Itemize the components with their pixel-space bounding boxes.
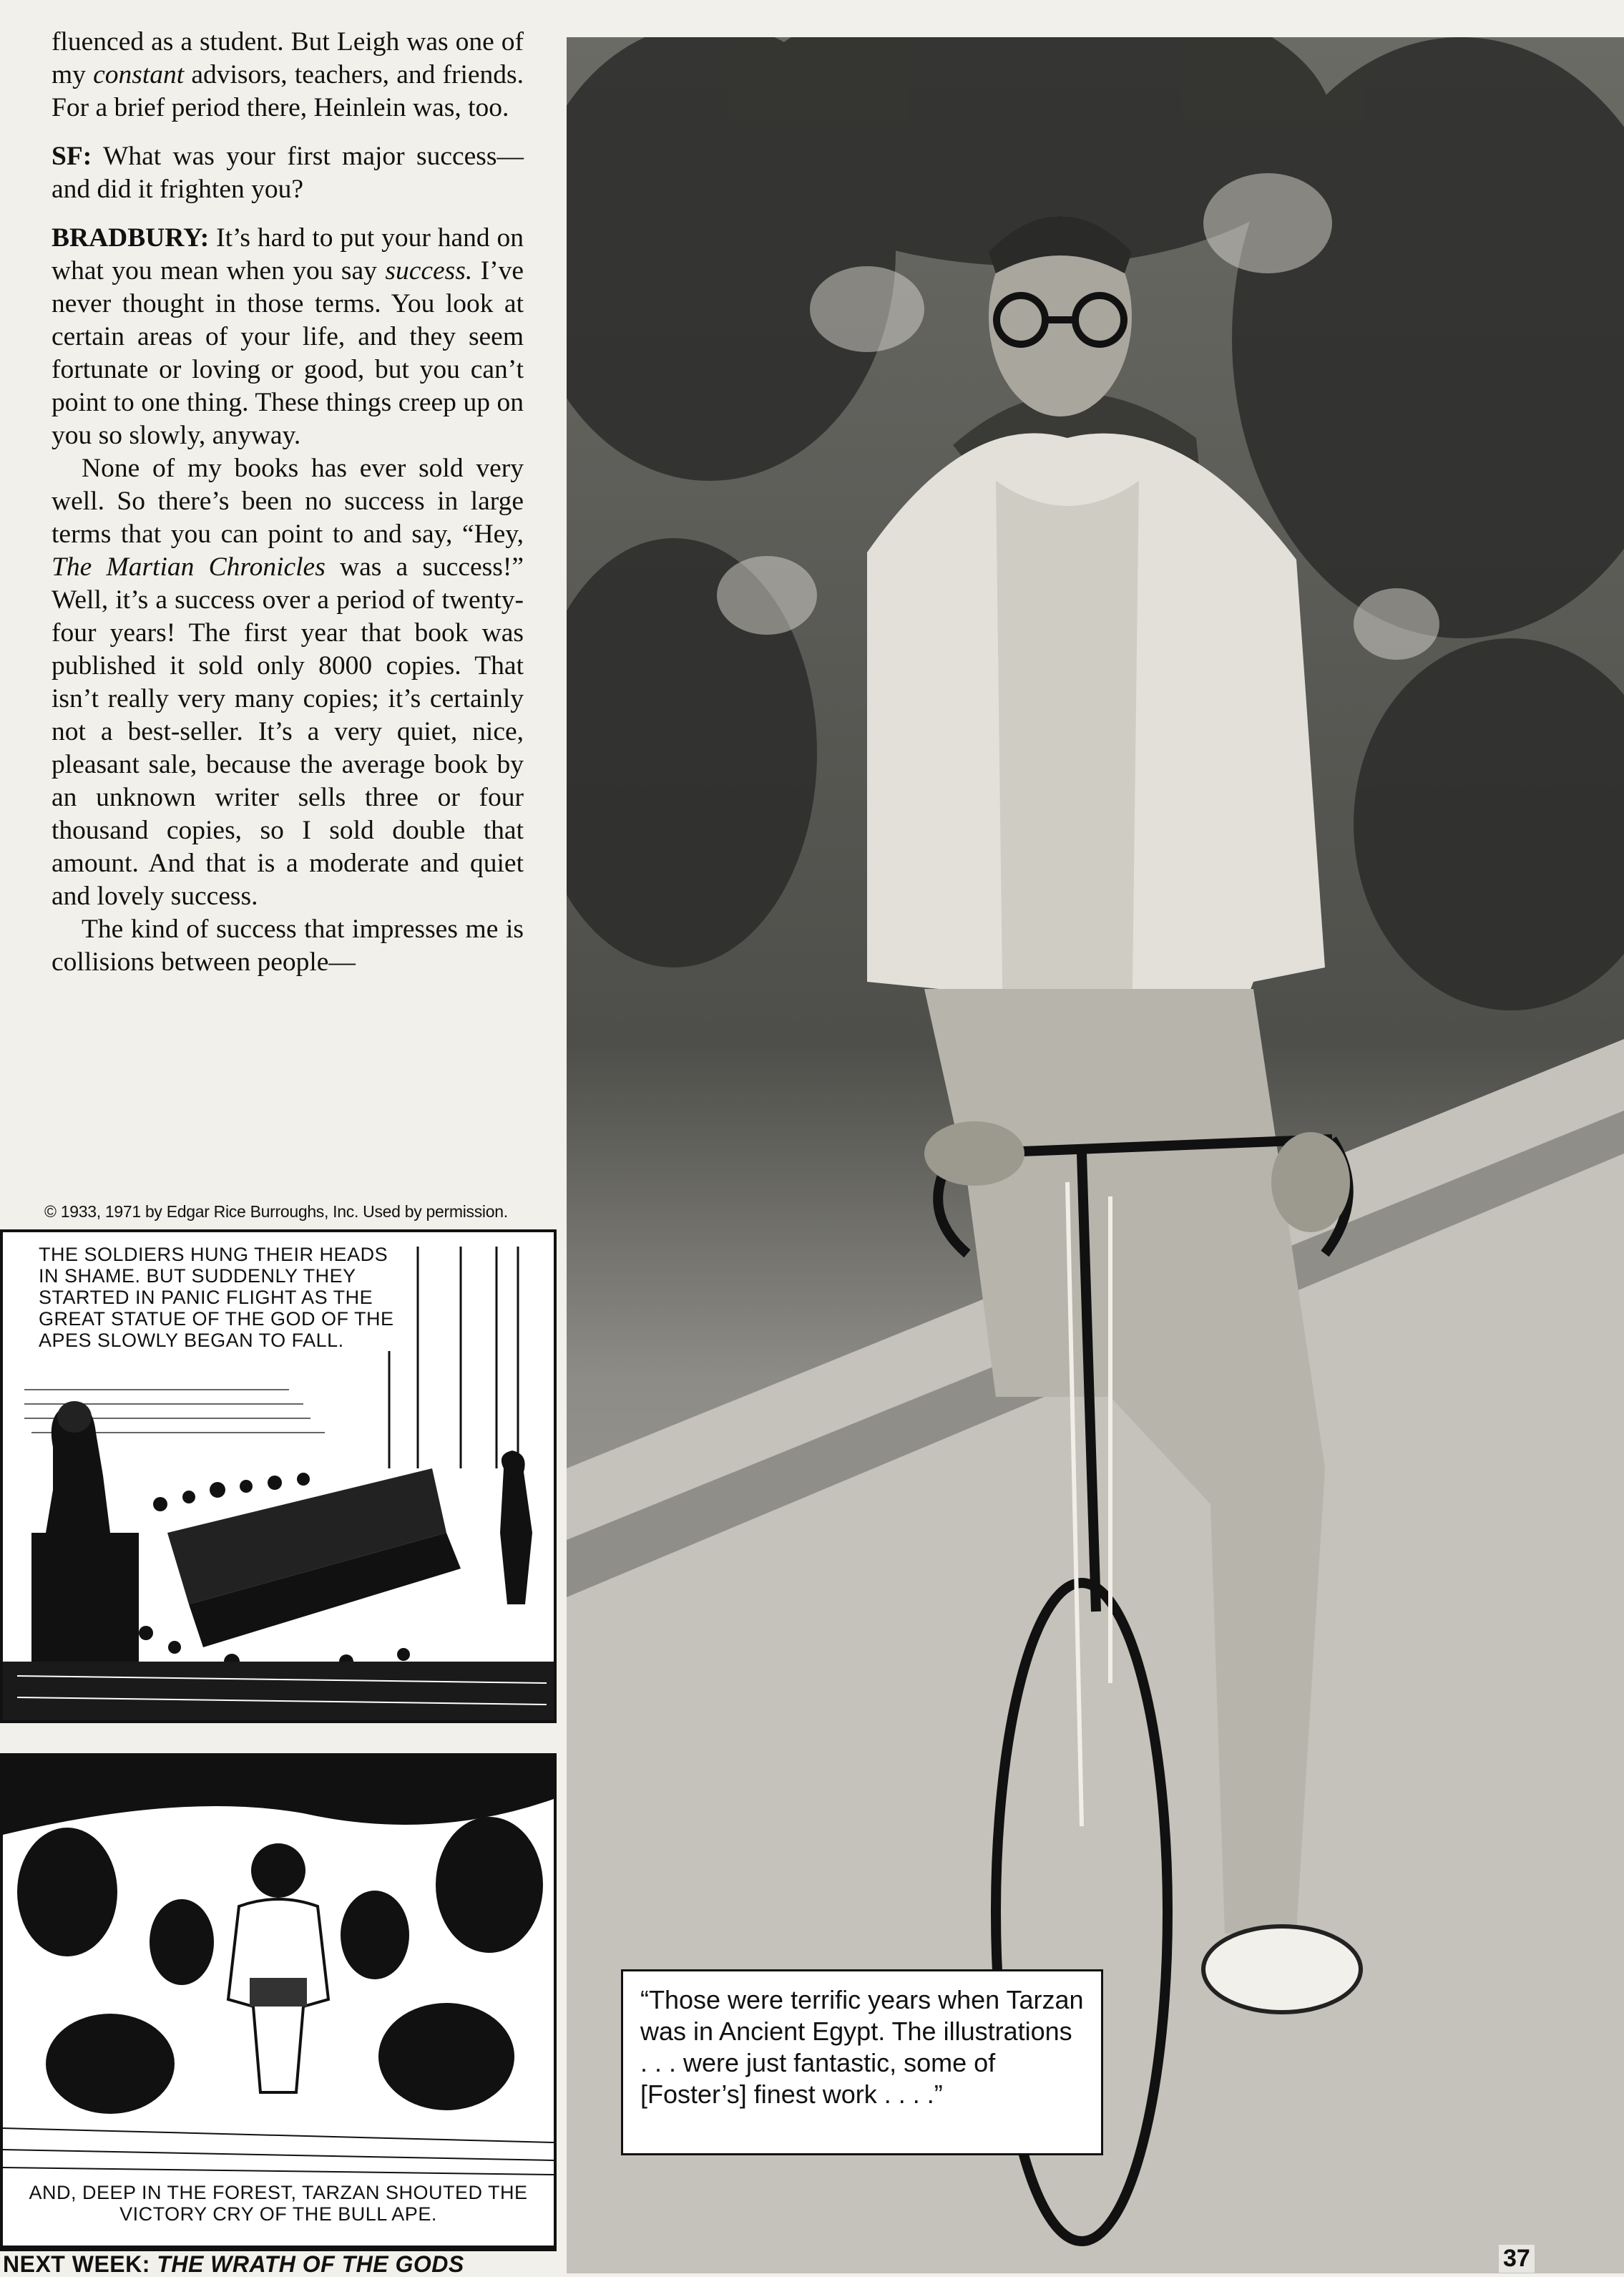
comic-illustration-tarzan [3,1756,554,2246]
article-paragraph: None of my books has ever sold very well. So there’s been no success in large terms that you can point to and say, “Hey, The Martian Chronicles was a success!” Well, it’s a success over a period of twenty-four years! The first year that book was published it sold only 8000 copies. That isn’t really very many copies; it’s certainly not a best-seller. It’s a very quiet, nice, pleasant sale, because the average book by an unknown writer sells three or four thousand copies, so I sold double that amount. And that is a moderate and quiet and lovely success. [52,454,524,911]
article-column [52,26,524,979]
comic-panel-tarzan [0,1753,557,2248]
question-paragraph: SF: What was your first major success— and did it frighten you? [52,142,524,204]
answer-paragraph: BRADBURY: It’s hard to put your hand on what you mean when you say success. I’ve never thought in those terms. You look at certain areas of your life, and they seem fortunate or loving or good, but you can’t point to one thing. These things creep up on you so slowly, anyway. [52,223,524,450]
comic-panel-statue [0,1229,557,1723]
copyright-credit: © 1933, 1971 by Edgar Rice Burroughs, Inc. Used by permission. [44,1202,508,1221]
speaker-label-bradbury: BRADBURY: [52,223,210,253]
photograph-bradbury-bicycle [567,37,1624,2273]
next-week-title: THE WRATH OF THE GODS [157,2251,464,2277]
next-week-label: NEXT WEEK: [3,2251,150,2277]
speaker-label-sf: SF: [52,142,92,171]
article-paragraph: fluenced as a student. But Leigh was one of my constant advisors, teachers, and friends. For a brief period there, Heinlein was, too. [52,27,524,122]
photo-caption-quote: “Those were terrific years when Tarzan was in Ancient Egypt. The illustrations . . . were just fantastic, some of [Foster’s] finest work . . . .” [621,1969,1103,2155]
article-paragraph: The kind of success that impresses me is collisions between people— [52,915,524,977]
comic-caption-top: THE SOLDIERS HUNG THEIR HEADS IN SHAME. BUT SUDDENLY THEY STARTED IN PANIC FLIGHT AS THE GREAT STATUE OF THE GOD OF THE APES SLOWLY BEGAN TO FALL. [39,1244,411,1351]
page-number: 37 [1499,2245,1535,2273]
photo-image [567,37,1624,2273]
next-week-banner [0,2248,557,2277]
comic-caption-bottom: AND, DEEP IN THE FOREST, TARZAN SHOUTED THE VICTORY CRY OF THE BULL APE. [17,2182,539,2225]
